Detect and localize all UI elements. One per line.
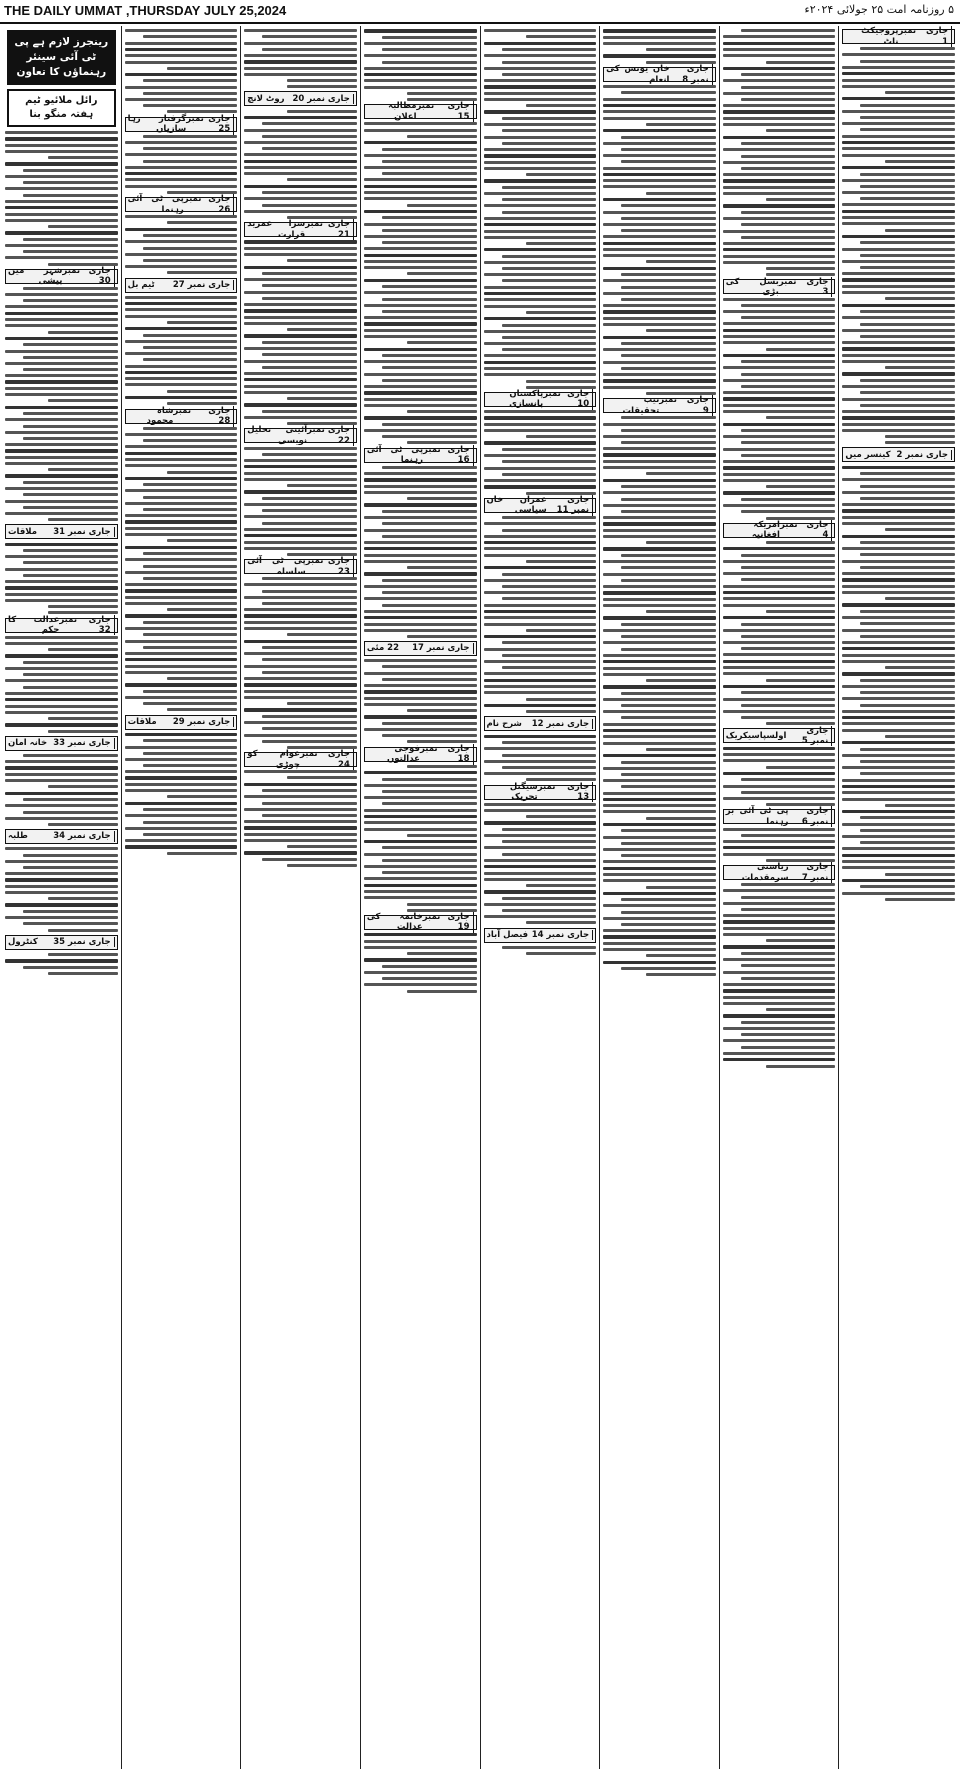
section-title: آئینی تحلیل نویسی [247,425,308,446]
section-title: عدالت کا حکم [8,614,60,636]
section-title: پی ٹی آئی رہنما [366,444,424,466]
section-heading [5,736,118,751]
section-number: جاری نمبر 31 [53,527,114,537]
section-heading [484,716,597,731]
news-column [599,26,719,1769]
section-heading [723,725,836,746]
section-body [5,847,118,931]
section-number: جاری نمبر 9 [659,395,712,416]
section-heading [5,935,118,950]
section-heading [244,425,357,446]
section-number: جاری نمبر 35 [53,937,114,947]
section-number: جاری نمبر 21 [305,219,354,240]
section-body [603,29,716,64]
section-heading [244,219,357,240]
section-heading [364,912,477,933]
section-heading [5,524,118,539]
section-number: جاری نمبر 33 [53,738,114,748]
section-number: جاری نمبر 23 [306,556,354,577]
section-number: جاری نمبر 4 [780,520,832,541]
section-heading [125,715,238,730]
section-body [723,29,836,276]
section-body [364,122,477,444]
section-title: ملاقات [127,716,157,727]
section-body [364,933,477,992]
section-body [723,298,836,520]
section-body [5,636,118,733]
section-body [5,953,118,975]
section-title: شرح نام [486,718,522,729]
section-body [842,47,955,444]
section-title: فوجی عدالتوں [387,743,420,765]
section-heading [244,91,357,106]
section-heading [484,389,597,410]
section-number: جاری نمبر 20 [292,94,353,104]
section-number: جاری نمبر 2 [897,450,953,460]
news-column [719,26,839,1769]
news-column [2,26,121,1769]
section-heading [723,862,836,883]
section-number: جاری نمبر 13 [538,782,593,803]
section-body [125,427,238,712]
section-number: جاری نمبر 24 [300,749,354,770]
section-title: ملاقات [8,526,38,537]
section-title: ٹیم بل [127,279,155,290]
section-body [5,131,118,266]
section-number: جاری نمبر 32 [59,615,114,636]
section-heading [364,743,477,765]
section-body [5,754,118,826]
section-number: جاری نمبر 34 [53,831,114,841]
section-body [125,296,238,406]
section-number: جاری نمبر 18 [420,744,474,765]
section-body [364,765,477,912]
section-number: جاری نمبر 26 [184,194,234,215]
section-number: جاری نمبر 28 [173,406,234,427]
section-title: مطالبہ اعلان [388,101,417,122]
headline-box: رینجرز لازم ہے پی ٹی آئی سینئر رہنماؤں کا تعاون [7,30,116,85]
section-number: جاری نمبر 27 [173,280,234,290]
section-body [244,447,357,556]
section-body [723,883,836,1067]
section-heading [125,278,238,293]
section-number: جاری نمبر 6 [788,806,832,827]
section-heading [723,519,836,541]
section-heading [244,556,357,577]
urdu-masthead: ۵ روزنامہ امت ۲۵ جولائی ۲۰۲۴ء [804,3,954,16]
section-title: پی ٹی آئی سلسلہ [247,556,306,577]
section-heading [723,276,836,297]
section-heading [842,447,955,462]
section-title: عمران خان سیاسی [486,495,547,516]
section-heading [364,641,477,656]
section-body [723,541,836,725]
section-title: پی ٹی آئی بر رہنما [725,806,789,827]
section-body [244,110,357,219]
section-title: شہر میں پیشی [8,265,63,287]
section-number: جاری نمبر 1 [898,26,952,47]
section-heading [244,749,357,770]
section-body [5,543,118,615]
section-body [484,29,597,389]
news-column [838,26,958,1769]
section-heading [125,113,238,135]
section-number: جاری نمبر 12 [532,719,593,729]
section-heading [484,928,597,943]
section-number: جاری نمبر 17 [412,643,473,653]
section-heading [5,265,118,287]
news-column [121,26,241,1769]
section-body [125,215,238,274]
section-body [125,135,238,194]
section-title: سزا عمرید قرارت [247,219,306,240]
section-body [244,577,357,749]
section-number: جاری نمبر 19 [423,912,474,933]
section-title: کنٹرول [8,937,38,948]
section-body [603,416,716,976]
section-heading [603,64,716,85]
section-number: جاری نمبر 5 [786,726,832,747]
section-heading [723,806,836,827]
news-column [360,26,480,1769]
section-number: جاری نمبر 25 [186,114,234,135]
section-body [484,803,597,925]
section-number: جاری نمبر 29 [173,717,234,727]
section-heading [125,194,238,215]
section-title: طلبہ [8,831,28,842]
section-number: جاری نمبر 30 [62,266,114,287]
section-title: پاکستان پانسازی [509,389,544,410]
section-title: 22 مئی [366,643,400,654]
section-body [125,733,238,855]
section-title: خاتمہ کی عدالت [366,912,423,933]
section-heading [484,495,597,516]
section-title: سیگنل تحریک [509,781,538,803]
english-masthead: THE DAILY UMMAT ,THURSDAY JULY 25,2024 [4,3,287,18]
section-title: فیصل آباد [486,929,529,940]
section-body [723,828,836,862]
section-title: روٹ لانچ [247,93,285,104]
section-title: خانہ امان [8,738,48,749]
section-heading [842,26,955,47]
section-title: گرفتار رہا سازیاں [127,113,187,135]
section-number: جاری نمبر 10 [543,389,593,410]
section-heading [364,444,477,466]
section-number: جاری نمبر 16 [423,445,473,466]
news-columns [2,26,958,1769]
section-body [244,29,357,88]
section-body [244,240,357,425]
section-body [842,466,955,901]
section-number: جاری نمبر 22 [307,425,354,446]
section-body [244,770,357,867]
section-title: بسل کی بڑی [725,276,779,297]
section-number: جاری نمبر 11 [547,495,593,516]
section-body [125,29,238,113]
section-title: نیب تحقیقات [622,395,660,416]
section-number: جاری نمبر 8 [669,64,712,85]
masthead [0,0,960,24]
section-number: جاری نمبر 15 [417,101,474,122]
headline-box: رائل ملائیو ٹیم ہفتہ منگو بنا [7,89,116,127]
section-title: شاہ محمود [146,405,174,427]
section-title: امریکہ افغانیہ [751,519,780,541]
news-column [240,26,360,1769]
section-body [484,735,597,782]
section-heading [125,405,238,427]
news-column [480,26,600,1769]
section-title: ریاستی سرمقدمات [741,862,789,883]
section-heading [484,781,597,803]
section-title: خان یونس کی انعام [606,64,670,85]
section-body [723,747,836,806]
section-title: پروجیکٹ ناٹ [861,26,899,47]
section-body [484,946,597,955]
section-heading [5,829,118,844]
section-body [364,659,477,743]
section-body [484,410,597,495]
section-title: پی ٹی آئی رہنما [127,194,184,215]
section-body [5,287,118,521]
section-number: جاری نمبر 14 [532,930,593,940]
section-number: جاری نمبر 7 [789,862,833,883]
section-title: کینسر میں [845,449,891,460]
section-heading [364,101,477,122]
section-heading [5,614,118,636]
section-body [603,85,716,395]
section-body [364,29,477,101]
section-body [484,516,597,713]
section-number: جاری نمبر 3 [779,277,833,298]
section-title: عوام کو چوڑی [247,749,300,770]
section-body [364,466,477,638]
section-title: اولسپاسیکریک [725,730,787,741]
section-heading [603,395,716,416]
